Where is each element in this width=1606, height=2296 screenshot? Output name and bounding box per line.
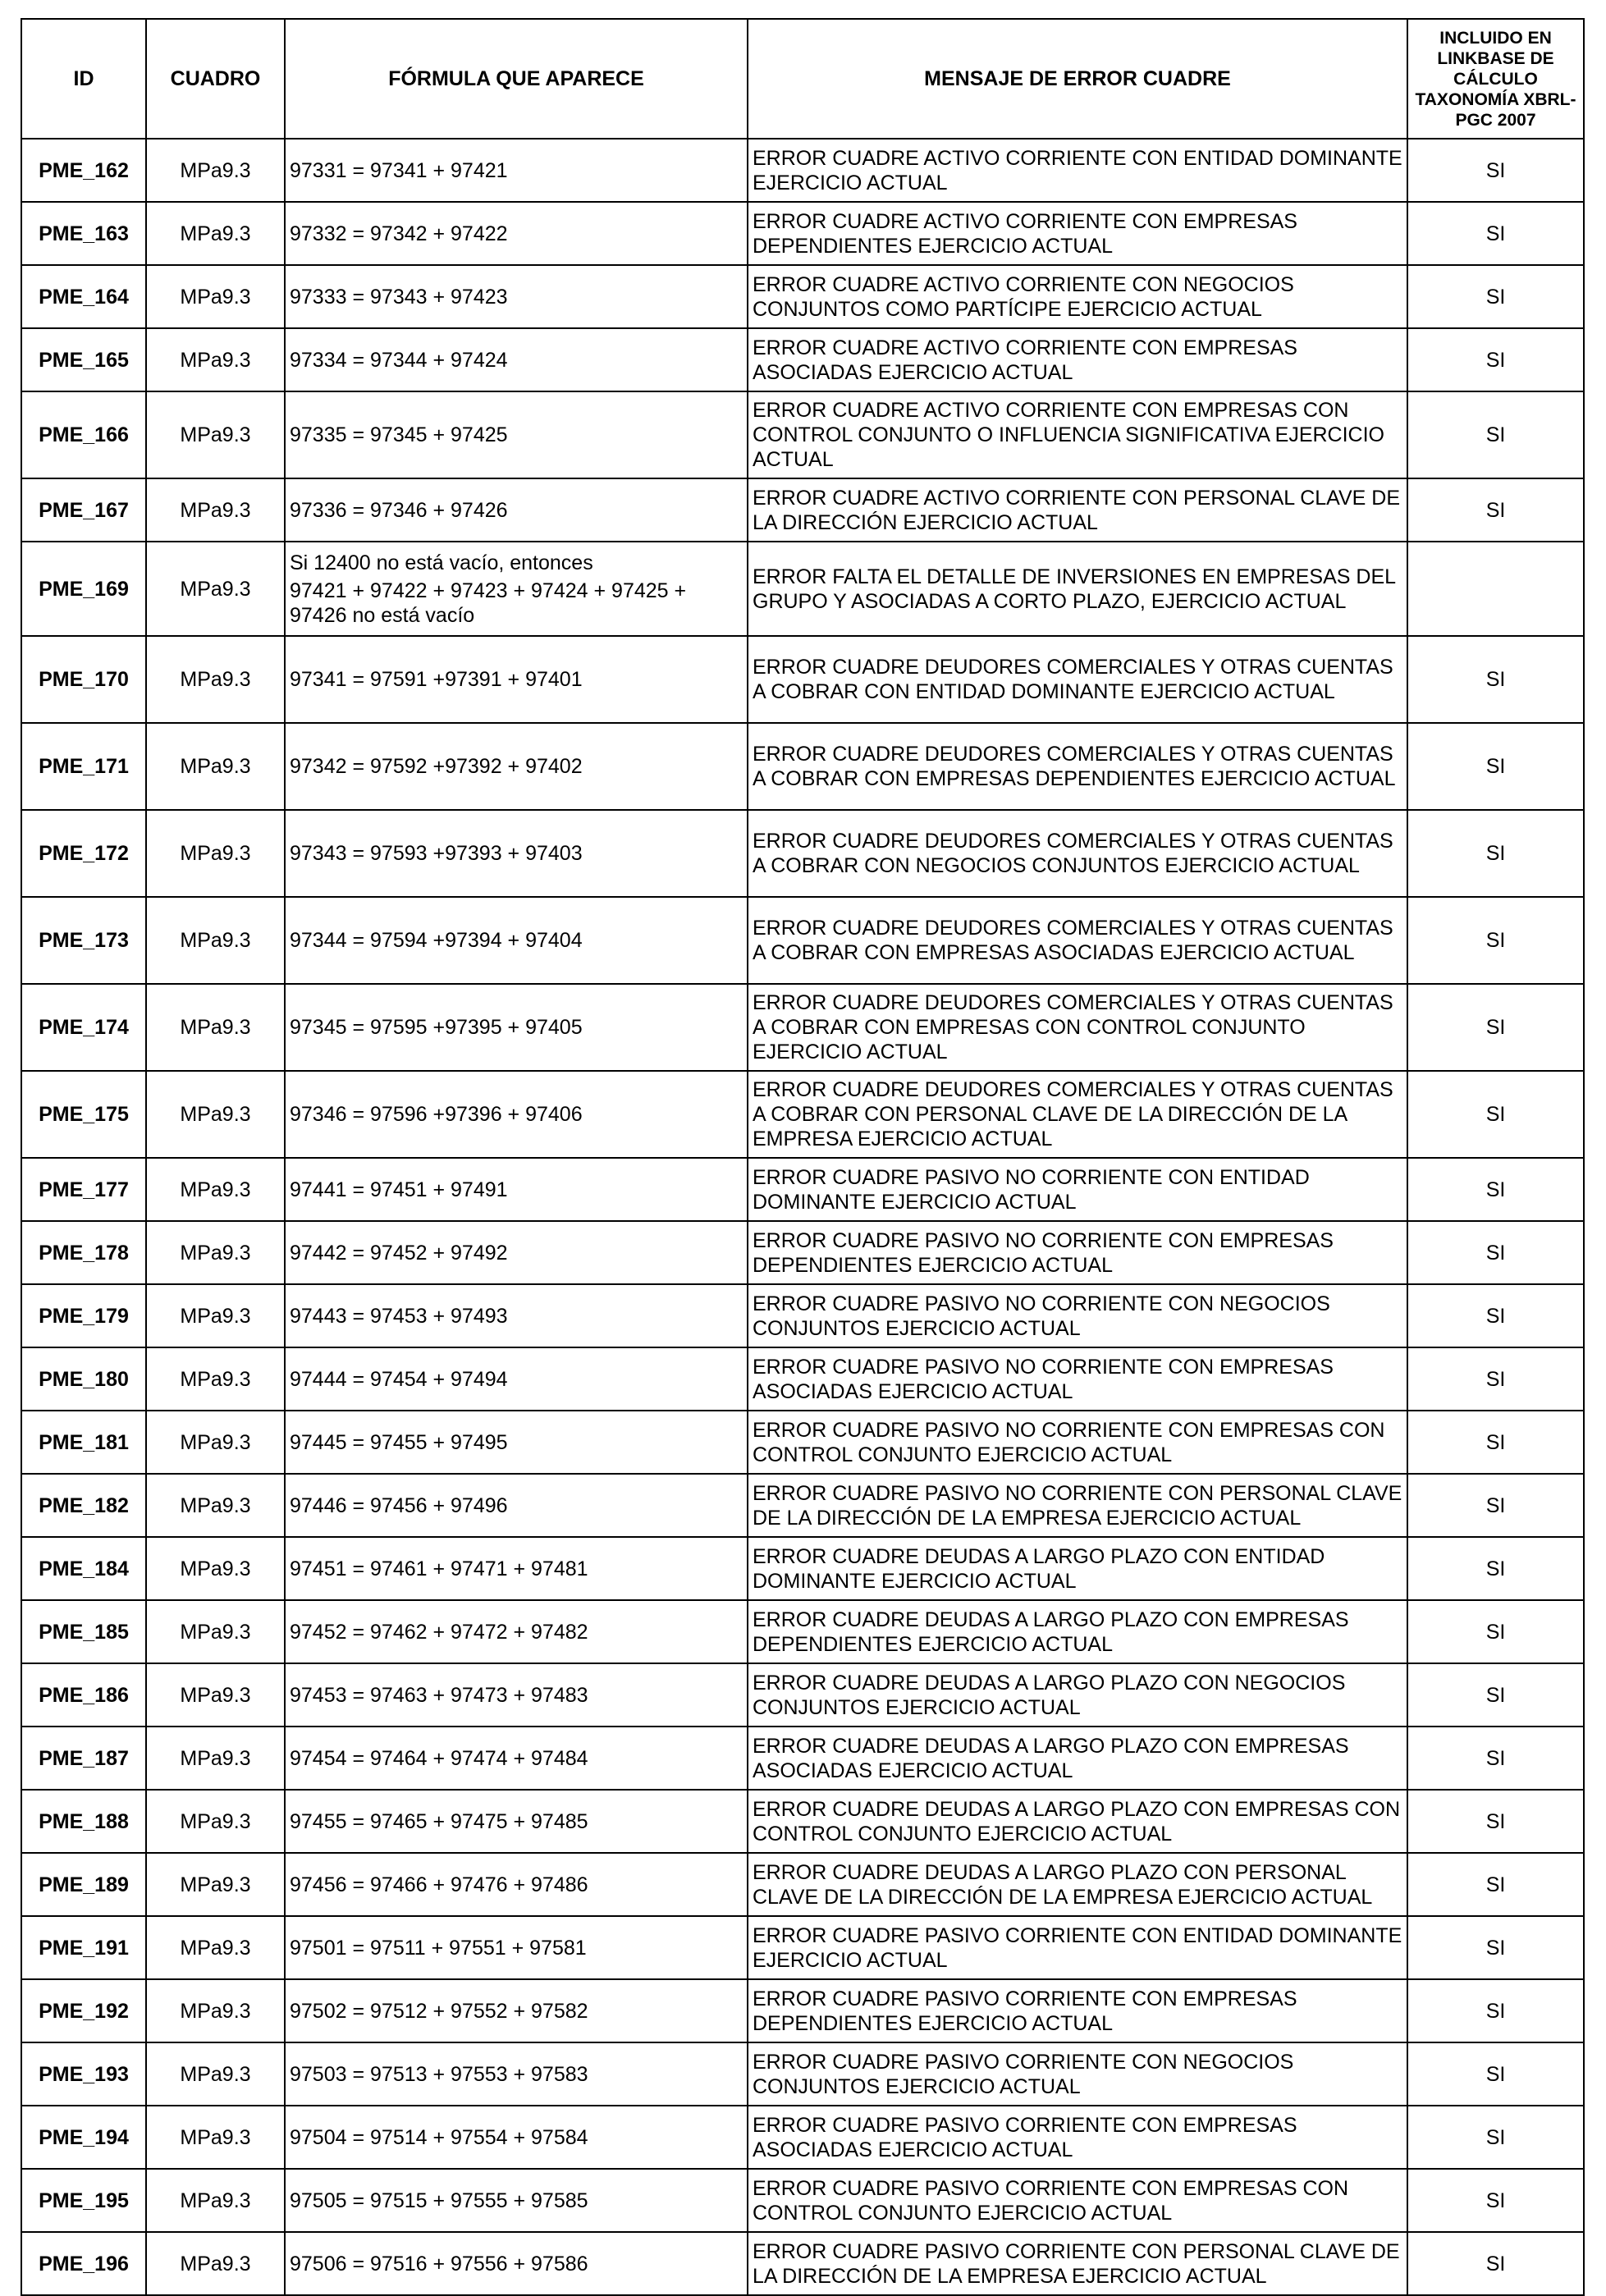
rule-error-message: ERROR CUADRE ACTIVO CORRIENTE CON NEGOCIOS CONJUNTOS COMO PARTÍCIPE EJERCICIO ACTUAL [748,265,1407,328]
rule-cuadro: MPa9.3 [146,810,285,897]
formula-line: 97332 = 97342 + 97422 [290,222,508,245]
rule-included-flag [1407,542,1584,636]
formula-line: 97506 = 97516 + 97556 + 97586 [290,2252,588,2275]
rule-included-flag: SI [1407,2169,1584,2232]
header-id: ID [21,19,146,139]
formula-line: 97336 = 97346 + 97426 [290,498,508,522]
rule-id: PME_193 [21,2042,146,2106]
rule-id: PME_180 [21,1347,146,1411]
rule-formula [285,2169,748,2232]
rule-formula [285,897,748,984]
rule-id: PME_169 [21,542,146,636]
table-row [21,1474,1584,1537]
rule-id: PME_195 [21,2169,146,2232]
rule-formula [285,1537,748,1600]
formula-line: 97502 = 97512 + 97552 + 97582 [290,1999,588,2023]
rule-error-message: ERROR CUADRE PASIVO NO CORRIENTE CON PERSONAL CLAVE DE LA DIRECCIÓN DE LA EMPRESA EJERCICIO ACTUAL [748,1474,1407,1537]
table-row [21,723,1584,810]
table-row [21,202,1584,265]
rule-cuadro: MPa9.3 [146,897,285,984]
rule-cuadro: MPa9.3 [146,1537,285,1600]
rule-cuadro: MPa9.3 [146,1916,285,1979]
rule-formula [285,723,748,810]
rule-formula [285,542,748,636]
rule-included-flag: SI [1407,1347,1584,1411]
rule-id: PME_187 [21,1727,146,1790]
rule-error-message: ERROR CUADRE DEUDAS A LARGO PLAZO CON PERSONAL CLAVE DE LA DIRECCIÓN DE LA EMPRESA EJERCICIO ACTUAL [748,1853,1407,1916]
rule-formula [285,1284,748,1347]
rule-formula [285,636,748,723]
rule-formula [285,1600,748,1663]
rule-error-message: ERROR CUADRE ACTIVO CORRIENTE CON EMPRESAS DEPENDIENTES EJERCICIO ACTUAL [748,202,1407,265]
rule-cuadro: MPa9.3 [146,1790,285,1853]
rule-error-message: ERROR CUADRE PASIVO CORRIENTE CON EMPRESAS CON CONTROL CONJUNTO EJERCICIO ACTUAL [748,2169,1407,2232]
rule-formula [285,1221,748,1284]
formula-line: 97442 = 97452 + 97492 [290,1241,508,1265]
rule-id: PME_196 [21,2232,146,2295]
table-row [21,2232,1584,2295]
rule-formula [285,139,748,202]
rule-id: PME_175 [21,1071,146,1158]
rule-error-message: ERROR CUADRE DEUDAS A LARGO PLAZO CON EMPRESAS ASOCIADAS EJERCICIO ACTUAL [748,1727,1407,1790]
rule-id: PME_163 [21,202,146,265]
rule-included-flag: SI [1407,810,1584,897]
rule-cuadro: MPa9.3 [146,1284,285,1347]
rule-included-flag: SI [1407,1916,1584,1979]
rule-included-flag: SI [1407,1853,1584,1916]
rule-cuadro: MPa9.3 [146,1727,285,1790]
rule-error-message: ERROR CUADRE ACTIVO CORRIENTE CON EMPRESAS CON CONTROL CONJUNTO O INFLUENCIA SIGNIFICATIVA EJERCICIO ACTUAL [748,391,1407,478]
rule-included-flag: SI [1407,1600,1584,1663]
rule-error-message: ERROR CUADRE DEUDAS A LARGO PLAZO CON NEGOCIOS CONJUNTOS EJERCICIO ACTUAL [748,1663,1407,1727]
rule-error-message: ERROR CUADRE PASIVO CORRIENTE CON NEGOCIOS CONJUNTOS EJERCICIO ACTUAL [748,2042,1407,2106]
rule-error-message: ERROR CUADRE ACTIVO CORRIENTE CON EMPRESAS ASOCIADAS EJERCICIO ACTUAL [748,328,1407,391]
table-row [21,984,1584,1071]
rule-included-flag: SI [1407,478,1584,542]
rule-included-flag: SI [1407,1663,1584,1727]
rule-cuadro: MPa9.3 [146,2232,285,2295]
table-row [21,636,1584,723]
rule-cuadro: MPa9.3 [146,723,285,810]
formula-line: 97335 = 97345 + 97425 [290,423,508,446]
rule-id: PME_164 [21,265,146,328]
rule-error-message: ERROR CUADRE PASIVO NO CORRIENTE CON EMPRESAS ASOCIADAS EJERCICIO ACTUAL [748,1347,1407,1411]
formula-line: 97345 = 97595 +97395 + 97405 [290,1016,583,1039]
table-row [21,391,1584,478]
rule-formula [285,1727,748,1790]
rule-included-flag: SI [1407,2232,1584,2295]
rule-included-flag: SI [1407,723,1584,810]
rule-cuadro: MPa9.3 [146,2169,285,2232]
rule-error-message: ERROR CUADRE DEUDORES COMERCIALES Y OTRAS CUENTAS A COBRAR CON EMPRESAS DEPENDIENTES EJERCICIO ACTUAL [748,723,1407,810]
rule-formula [285,1411,748,1474]
rule-cuadro: MPa9.3 [146,139,285,202]
table-row [21,1071,1584,1158]
rule-id: PME_194 [21,2106,146,2169]
rule-included-flag: SI [1407,1979,1584,2042]
table-body [21,139,1584,2295]
table-row [21,1600,1584,1663]
rule-cuadro: MPa9.3 [146,328,285,391]
formula-line: 97344 = 97594 +97394 + 97404 [290,929,583,952]
rule-cuadro: MPa9.3 [146,1663,285,1727]
rule-formula [285,984,748,1071]
rule-id: PME_188 [21,1790,146,1853]
table-row [21,1537,1584,1600]
table-header [21,19,1584,139]
formula-line: 97456 = 97466 + 97476 + 97486 [290,1873,588,1896]
rule-cuadro: MPa9.3 [146,478,285,542]
rule-included-flag: SI [1407,1727,1584,1790]
rule-id: PME_177 [21,1158,146,1221]
rule-formula [285,1853,748,1916]
formula-line: 97454 = 97464 + 97474 + 97484 [290,1746,588,1770]
table-row [21,2106,1584,2169]
header-cuadro: CUADRO [146,19,285,139]
rule-formula [285,1916,748,1979]
rule-formula [285,1071,748,1158]
table-row [21,1790,1584,1853]
rule-id: PME_189 [21,1853,146,1916]
rule-id: PME_162 [21,139,146,202]
rule-cuadro: MPa9.3 [146,542,285,636]
table-row [21,1221,1584,1284]
rule-included-flag: SI [1407,984,1584,1071]
rule-id: PME_166 [21,391,146,478]
table-row [21,139,1584,202]
rule-id: PME_178 [21,1221,146,1284]
formula-line: 97341 = 97591 +97391 + 97401 [290,668,583,691]
rule-error-message: ERROR CUADRE DEUDORES COMERCIALES Y OTRAS CUENTAS A COBRAR CON ENTIDAD DOMINANTE EJERCICIO ACTUAL [748,636,1407,723]
rule-cuadro: MPa9.3 [146,1221,285,1284]
rule-cuadro: MPa9.3 [146,1979,285,2042]
formula-line: 97421 + 97422 + 97423 + 97424 + 97425 + 97426 no está vacío [290,579,687,627]
rule-included-flag: SI [1407,1537,1584,1600]
rule-included-flag: SI [1407,202,1584,265]
rule-cuadro: MPa9.3 [146,636,285,723]
rule-cuadro: MPa9.3 [146,1600,285,1663]
rule-cuadro: MPa9.3 [146,391,285,478]
rule-error-message: ERROR CUADRE PASIVO NO CORRIENTE CON NEGOCIOS CONJUNTOS EJERCICIO ACTUAL [748,1284,1407,1347]
rule-included-flag: SI [1407,1474,1584,1537]
rule-formula [285,1979,748,2042]
header-row [21,19,1584,139]
rule-error-message: ERROR CUADRE ACTIVO CORRIENTE CON PERSONAL CLAVE DE LA DIRECCIÓN EJERCICIO ACTUAL [748,478,1407,542]
rule-cuadro: MPa9.3 [146,984,285,1071]
formula-line: 97452 = 97462 + 97472 + 97482 [290,1620,588,1644]
rule-included-flag: SI [1407,328,1584,391]
rule-id: PME_184 [21,1537,146,1600]
header-mensaje: MENSAJE DE ERROR CUADRE [748,19,1407,139]
formula-line: 97346 = 97596 +97396 + 97406 [290,1103,583,1126]
rule-id: PME_173 [21,897,146,984]
header-incluido: INCLUIDO EN LINKBASE DE CÁLCULO TAXONOMÍA XBRL-PGC 2007 [1407,19,1584,139]
rule-formula [285,265,748,328]
rule-cuadro: MPa9.3 [146,1347,285,1411]
rule-included-flag: SI [1407,1284,1584,1347]
rule-error-message: ERROR CUADRE DEUDORES COMERCIALES Y OTRAS CUENTAS A COBRAR CON NEGOCIOS CONJUNTOS EJERCICIO ACTUAL [748,810,1407,897]
rule-id: PME_171 [21,723,146,810]
rule-included-flag: SI [1407,1790,1584,1853]
rule-formula [285,391,748,478]
rule-error-message: ERROR CUADRE DEUDAS A LARGO PLAZO CON EMPRESAS DEPENDIENTES EJERCICIO ACTUAL [748,1600,1407,1663]
formula-line: 97505 = 97515 + 97555 + 97585 [290,2189,588,2212]
rule-included-flag: SI [1407,2042,1584,2106]
rule-id: PME_174 [21,984,146,1071]
rule-error-message: ERROR CUADRE DEUDORES COMERCIALES Y OTRAS CUENTAS A COBRAR CON EMPRESAS ASOCIADAS EJERCICIO ACTUAL [748,897,1407,984]
table-row [21,1979,1584,2042]
rule-error-message: ERROR CUADRE PASIVO CORRIENTE CON EMPRESAS ASOCIADAS EJERCICIO ACTUAL [748,2106,1407,2169]
rule-error-message: ERROR CUADRE DEUDORES COMERCIALES Y OTRAS CUENTAS A COBRAR CON PERSONAL CLAVE DE LA DIRECCIÓN DE LA EMPRESA EJERCICIO ACTUAL [748,1071,1407,1158]
rule-formula [285,2106,748,2169]
rule-cuadro: MPa9.3 [146,2042,285,2106]
rule-formula [285,328,748,391]
rule-formula [285,1158,748,1221]
rule-id: PME_167 [21,478,146,542]
rule-cuadro: MPa9.3 [146,1071,285,1158]
rule-included-flag: SI [1407,1221,1584,1284]
header-formula: FÓRMULA QUE APARECE [285,19,748,139]
rule-error-message: ERROR CUADRE PASIVO CORRIENTE CON PERSONAL CLAVE DE LA DIRECCIÓN DE LA EMPRESA EJERCICIO ACTUAL [748,2232,1407,2295]
formula-line: 97441 = 97451 + 97491 [290,1178,508,1201]
table-row [21,897,1584,984]
rule-cuadro: MPa9.3 [146,1158,285,1221]
table-row [21,265,1584,328]
rule-error-message: ERROR CUADRE PASIVO NO CORRIENTE CON ENTIDAD DOMINANTE EJERCICIO ACTUAL [748,1158,1407,1221]
rule-error-message: ERROR FALTA EL DETALLE DE INVERSIONES EN EMPRESAS DEL GRUPO Y ASOCIADAS A CORTO PLAZO, EJERCICIO ACTUAL [748,542,1407,636]
table-row [21,1411,1584,1474]
rule-included-flag: SI [1407,1158,1584,1221]
table-row [21,1347,1584,1411]
rule-error-message: ERROR CUADRE PASIVO CORRIENTE CON EMPRESAS DEPENDIENTES EJERCICIO ACTUAL [748,1979,1407,2042]
rule-included-flag: SI [1407,265,1584,328]
rule-cuadro: MPa9.3 [146,2106,285,2169]
formula-line: 97343 = 97593 +97393 + 97403 [290,842,583,865]
rule-id: PME_192 [21,1979,146,2042]
formula-line: 97443 = 97453 + 97493 [290,1304,508,1328]
formula-line: Si 12400 no está vacío, entonces [290,551,593,574]
rule-formula [285,1347,748,1411]
rule-error-message: ERROR CUADRE PASIVO CORRIENTE CON ENTIDAD DOMINANTE EJERCICIO ACTUAL [748,1916,1407,1979]
table-row [21,1727,1584,1790]
rule-formula [285,2042,748,2106]
table-row [21,1853,1584,1916]
formula-line: 97453 = 97463 + 97473 + 97483 [290,1683,588,1707]
table-row [21,1663,1584,1727]
formula-line: 97503 = 97513 + 97553 + 97583 [290,2062,588,2086]
rule-included-flag: SI [1407,139,1584,202]
table-row [21,542,1584,636]
formula-line: 97504 = 97514 + 97554 + 97584 [290,2125,588,2149]
rule-included-flag: SI [1407,1411,1584,1474]
formula-line: 97451 = 97461 + 97471 + 97481 [290,1557,588,1580]
table-row [21,1284,1584,1347]
rule-formula [285,478,748,542]
rule-error-message: ERROR CUADRE PASIVO NO CORRIENTE CON EMPRESAS DEPENDIENTES EJERCICIO ACTUAL [748,1221,1407,1284]
formula-line: 97342 = 97592 +97392 + 97402 [290,755,583,778]
rule-id: PME_181 [21,1411,146,1474]
rule-formula [285,810,748,897]
rule-cuadro: MPa9.3 [146,265,285,328]
rule-id: PME_165 [21,328,146,391]
rule-error-message: ERROR CUADRE ACTIVO CORRIENTE CON ENTIDAD DOMINANTE EJERCICIO ACTUAL [748,139,1407,202]
rule-cuadro: MPa9.3 [146,202,285,265]
rule-formula [285,1790,748,1853]
table-row [21,328,1584,391]
rule-included-flag: SI [1407,391,1584,478]
formula-line: 97501 = 97511 + 97551 + 97581 [290,1936,587,1960]
rule-error-message: ERROR CUADRE DEUDAS A LARGO PLAZO CON ENTIDAD DOMINANTE EJERCICIO ACTUAL [748,1537,1407,1600]
formula-line: 97445 = 97455 + 97495 [290,1430,508,1454]
rule-id: PME_186 [21,1663,146,1727]
rule-cuadro: MPa9.3 [146,1411,285,1474]
rule-cuadro: MPa9.3 [146,1474,285,1537]
rule-included-flag: SI [1407,2106,1584,2169]
rule-formula [285,1663,748,1727]
rule-id: PME_182 [21,1474,146,1537]
rule-included-flag: SI [1407,897,1584,984]
table-row [21,1916,1584,1979]
formula-line: 97446 = 97456 + 97496 [290,1493,508,1517]
rule-formula [285,1474,748,1537]
rule-error-message: ERROR CUADRE DEUDAS A LARGO PLAZO CON EMPRESAS CON CONTROL CONJUNTO EJERCICIO ACTUAL [748,1790,1407,1853]
validation-rules-table [21,18,1585,2296]
table-row [21,2169,1584,2232]
formula-line: 97331 = 97341 + 97421 [290,158,508,182]
rule-id: PME_185 [21,1600,146,1663]
rule-id: PME_191 [21,1916,146,1979]
formula-line: 97444 = 97454 + 97494 [290,1367,508,1391]
rule-id: PME_172 [21,810,146,897]
rule-included-flag: SI [1407,636,1584,723]
table-row [21,478,1584,542]
formula-line: 97334 = 97344 + 97424 [290,348,508,372]
rule-id: PME_170 [21,636,146,723]
formula-line: 97455 = 97465 + 97475 + 97485 [290,1809,588,1833]
rule-error-message: ERROR CUADRE PASIVO NO CORRIENTE CON EMPRESAS CON CONTROL CONJUNTO EJERCICIO ACTUAL [748,1411,1407,1474]
rule-formula [285,2232,748,2295]
rule-formula [285,202,748,265]
table-row [21,810,1584,897]
rule-error-message: ERROR CUADRE DEUDORES COMERCIALES Y OTRAS CUENTAS A COBRAR CON EMPRESAS CON CONTROL CONJUNTO EJERCICIO ACTUAL [748,984,1407,1071]
table-row [21,2042,1584,2106]
formula-line: 97333 = 97343 + 97423 [290,285,508,309]
rule-id: PME_179 [21,1284,146,1347]
rule-included-flag: SI [1407,1071,1584,1158]
rule-cuadro: MPa9.3 [146,1853,285,1916]
table-row [21,1158,1584,1221]
